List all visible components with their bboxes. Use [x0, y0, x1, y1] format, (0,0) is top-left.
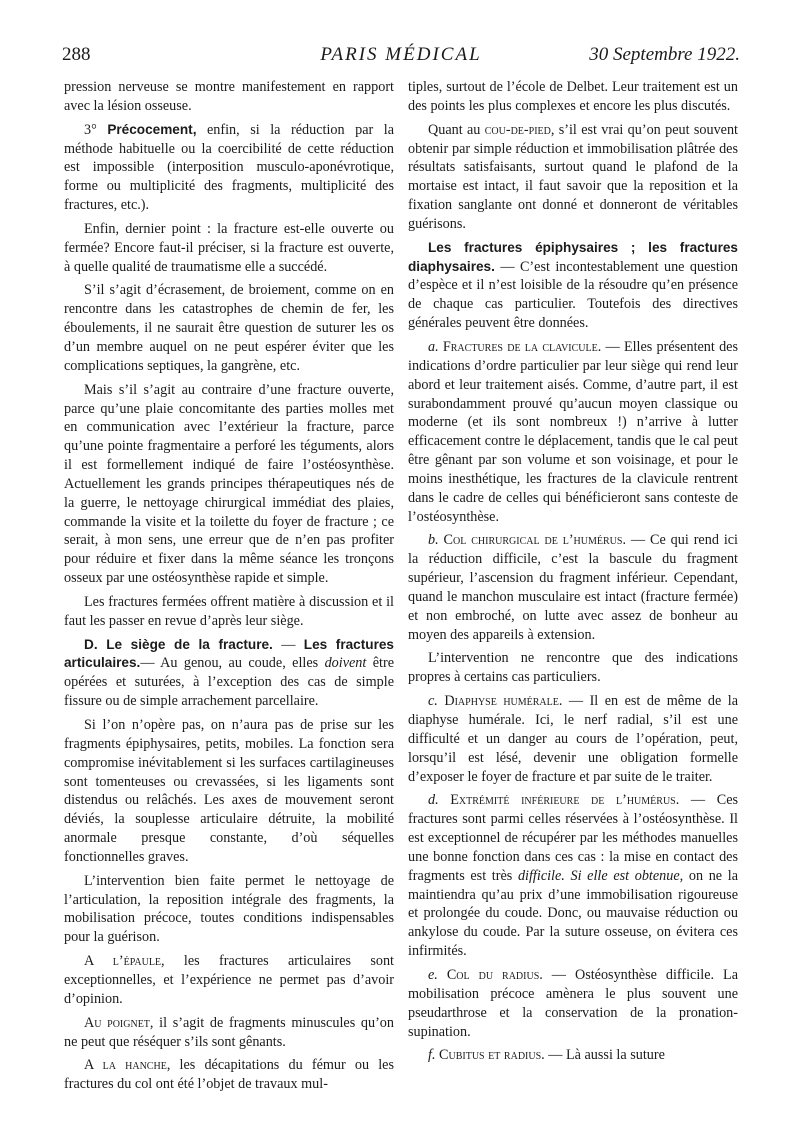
paragraph: [64, 1056, 394, 1094]
paragraph: [64, 716, 394, 867]
paragraph-text: , les décapitations du fémur ou les fractures du col ont été l’objet de travaux mul-: [64, 1057, 395, 1093]
paragraph-text: — Au genou, au coude, elles: [140, 655, 325, 672]
paragraph-text: — Ostéosynthèse difficile. La mobilisation précoce amènera le plus souvent une pseudarthrose et la conservation de la pronation-supination.: [408, 966, 739, 1040]
paragraph-text: — Ces fractures sont parmi celles réservées à l’ostéosynthèse. Il est exceptionnel de récupérer par les méthodes manuelles une bonne fonction dans ces cas : la mise en contact des fragments est très: [408, 792, 739, 884]
paragraph: [64, 593, 394, 631]
paragraph: [64, 381, 394, 588]
italic-text: difficile. Si elle est obtenue,: [517, 867, 684, 884]
left-column: [64, 78, 394, 1099]
paragraph-text: , s’il est vrai qu’on peut souvent obtenir par simple réduction et immobilisation plâtrée des résultats satisfaisants, surtout quand le plafond de la mortaise est intact, il faut savoir que la reposition et la fixation sanglante ont donné et donneront de véritables guérisons.: [408, 121, 738, 232]
paragraph-text: — C’est incontestablement une question d’espèce et il n’est loisible de la résoudre qu’en présence de chaque cas particulier. Toutefois des directives générales peuvent être données.: [408, 258, 738, 332]
paragraph-text: Mais s’il s’agit au contraire d’une fracture ouverte, parce qu’une plaie concomitante des parties molles met en communication avec l’extérieur la fracture, parce qu’une pointe fragmentaire a perforé les téguments, alors il est formellement indiqué de faire l’ostéosynthèse. Actuellement les grands principes thérapeutiques nés de la guerre, le nettoyage chirurgical immédiat des plaies, commande la visite et la toilette du foyer de fracture ; ce serait, à mon sens, une erreur que de n’en pas profiter pour réduire et fixer dans la même séance les tronçons osseux par une ostéosynthèse rapide et simple.: [64, 381, 394, 587]
paragraph: [408, 1046, 738, 1065]
issue-date: 30 Septembre 1922.: [589, 44, 740, 65]
paragraph-text: Si l’on n’opère pas, on n’aura pas de prise sur les fragments épiphysaires, petits, mobiles. La fonction sera compromise inévitablement si les surfaces cartilagineuses sont tomenteuses ou crevassées, si les ligaments sont distendus ou relâchés. Les axes de mouvement seront déviés, la souplesse articulaire détruite, la mobilité anormale presque constante, d’où séquelles fonctionnelles graves.: [64, 717, 394, 865]
page-header: [62, 44, 740, 72]
paragraph: [64, 872, 394, 947]
paragraph: [408, 78, 738, 116]
item-letter: f.: [428, 1047, 436, 1064]
paragraph-text: A: [84, 953, 113, 970]
paragraph-text: Quant au: [428, 121, 485, 138]
paragraph: [64, 121, 394, 215]
paragraph: [64, 78, 394, 116]
italic-text: doivent: [324, 655, 367, 672]
paragraph-text: Les fractures fermées offrent matière à discussion et il faut les passer en revue d’après leur siège.: [64, 593, 394, 629]
paragraph: [408, 692, 738, 786]
bold-term: Précocement,: [107, 121, 197, 137]
small-caps-term: Col du radius.: [446, 966, 543, 983]
small-caps-term: Col chirurgical de l’humérus.: [443, 532, 626, 549]
running-title: PARIS MÉDICAL: [320, 44, 482, 65]
small-caps-term: cou-de-pied: [484, 121, 551, 138]
page-number: 288: [62, 44, 91, 65]
paragraph-text: être opérées et suturées, à l’exception des cas de simple fissure ou de simple arrachement parcellaire.: [64, 655, 394, 710]
section-heading-paragraph: [408, 239, 738, 333]
paragraph: [408, 338, 738, 526]
item-letter: d.: [428, 792, 439, 809]
small-caps-term: Au poignet: [84, 1014, 150, 1031]
small-caps-term: Fractures de la clavicule.: [442, 338, 602, 355]
section-heading: Les fractures épiphysaires ; les fractures diaphysaires.: [408, 239, 738, 274]
paragraph-text: , il s’agit de fragments minuscules qu’on ne peut que réséquer s’ils sont gênants.: [64, 1014, 394, 1050]
paragraph-text: , les fractures articulaires sont exceptionnelles, et l’expérience ne permet pas d’avoir d’opinion.: [64, 953, 394, 1007]
paragraph: [64, 1014, 394, 1052]
paragraph: [408, 649, 738, 687]
paragraph: [408, 791, 738, 961]
paragraph-text: enfin, si la réduction par la méthode habituelle ou la coercibilité de cette réduction est impossible (interposition musculo-aponévrotique, forme ou multiplicité des fragments, multiplicité des fractures, etc.).: [64, 121, 394, 214]
paragraph-text: — Ce qui rend ici la réduction difficile, c’est la bascule du fragment supérieur, l’ascension du fragment inférieur. Cependant, quand le manchon musculaire est intact (fracture fermée) et non embroché, on lutte avec assez de bonheur au moyen des appareils à extension.: [408, 532, 738, 643]
small-caps-term: Cubitus et radius.: [439, 1047, 545, 1064]
list-number: 3°: [84, 121, 108, 138]
paragraph: [408, 531, 738, 644]
small-caps-term: l’épaule: [112, 953, 162, 970]
paragraph: [64, 220, 394, 277]
section-heading-paragraph: [64, 636, 394, 711]
paragraph: [408, 121, 738, 234]
paragraph-text: Enfin, dernier point : la fracture est-elle ouverte ou fermée? Encore faut-il préciser, si la fracture est ouverte, à quelle qualité de traumatisme elle a succédé.: [64, 220, 394, 275]
paragraph-text: S’il s’agit d’écrasement, de broiement, comme on en rencontre dans les catastrophes de chemin de fer, les éboulements, il ne saurait être question de suturer les os d’un membre auquel on ne peut espérer éviter que les complications septiques, la gangrène, etc.: [64, 282, 394, 374]
right-column: [408, 78, 738, 1070]
item-letter: b.: [428, 532, 439, 549]
section-heading: D. Le siège de la fracture.: [84, 636, 273, 652]
item-letter: e.: [428, 966, 438, 983]
item-letter: a.: [428, 338, 439, 355]
paragraph-text: L’intervention ne rencontre que des indications propres à certains cas particuliers.: [408, 650, 738, 686]
paragraph: [64, 952, 394, 1009]
paragraph-text: pression nerveuse se montre manifestement en rapport avec la lésion osseuse.: [64, 79, 394, 114]
paragraph-text: — Elles présentent des indications d’ordre particulier par leur siège qui rend leur abord et leur traitement aisés. Comme, d’autre part, il est surabondamment prouvé qu’aucun moyen classique ou moderne (et ils sont nombreux !) n’arrive à lutter efficacement contre le déplacement, tandis que le cal peut être gênant par son volume et son voisinage, et pour le moins inesthétique, les fractures de la clavicule rentrent dans le cadre de celles qui bénéficieront sans conteste de l’ostéosynthèse.: [408, 338, 738, 525]
paragraph-text: on ne la maintiendra qu’au prix d’une immobilisation rigoureuse et prolongée du coude. Donc, ou mauvaise réduction ou ankylose du coude. Par la suture osseuse, on évitera ces infirmités.: [408, 867, 738, 960]
small-caps-term: Diaphyse humérale.: [444, 693, 563, 710]
paragraph: [408, 966, 738, 1041]
small-caps-term: la hanche: [102, 1057, 167, 1074]
paragraph-text: L’intervention bien faite permet le nettoyage de l’articulation, la reposition intégrale des fragments, la mobilisation précoce, toutes conditions indispensables pour la guérison.: [64, 872, 394, 946]
item-letter: c.: [428, 693, 438, 710]
paragraph-text: — Là aussi la suture: [544, 1047, 665, 1064]
small-caps-term: Extrémité inférieure de l’humérus.: [450, 792, 680, 809]
dash: —: [272, 636, 304, 653]
paragraph-text: A: [84, 1057, 103, 1074]
paragraph: [64, 281, 394, 375]
paragraph-text: — Il en est de même de la diaphyse humérale. Ici, le nerf radial, s’il est une difficulté et un danger au cours de l’opération, peut, lorsqu’il est lésé, devenir une obligation formelle d’exposer le foyer de fracture et par suite de le traiter.: [408, 693, 738, 785]
subsection-heading: Les fractures articulaires.: [64, 636, 394, 671]
paragraph-text: tiples, surtout de l’école de Delbet. Leur traitement est un des points les plus complexes et encore les plus discutés.: [408, 79, 738, 114]
